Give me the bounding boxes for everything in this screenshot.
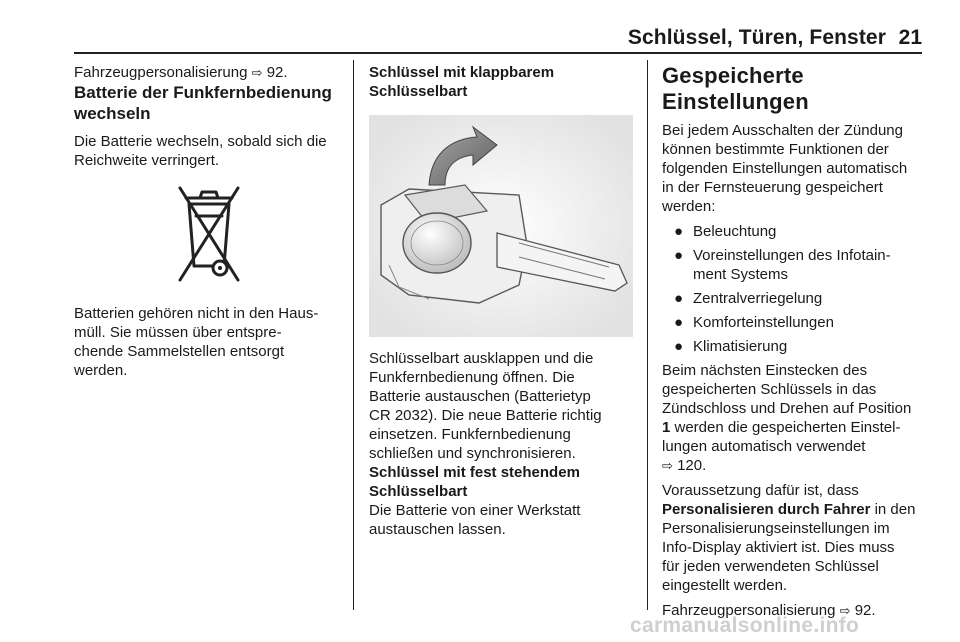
cross-reference-line: Fahrzeugpersonalisierung ⇨ 92. (662, 602, 876, 619)
cross-reference-link[interactable]: 120. (677, 457, 707, 474)
page-title: Schlüssel, Türen, Fenster (627, 26, 886, 49)
column-divider-2 (647, 60, 648, 610)
stored-settings-list (662, 222, 930, 356)
bullet-icon: ● (674, 247, 684, 264)
subheading-folding-key: Schlüssel mit klappbarem Schlüsselbart (369, 64, 555, 100)
restore-paragraph: Beim nächsten Einstecken des gespeicherten Schlüssels in das Zündschloss und Drehen auf Position 1 werden die gespeicherten Einstel- lungen automatisch verwendet ⇨ 120. (662, 362, 912, 474)
list-item: ● Klimatisierung (674, 338, 788, 355)
column-divider-1 (353, 60, 354, 610)
prerequisite-paragraph: Voraussetzung dafür ist, dass Personalisieren durch Fahrer in den Personalisierungseinstellungen im Info-Display aktiviert ist. Dies muss für jeden verwendeten Schlüssel eingestellt werden. (662, 482, 916, 594)
bullet-icon: ● (674, 338, 684, 355)
watermark: carmanualsonline.info (630, 614, 860, 637)
disposal-symbol (74, 184, 346, 294)
cross-reference-link[interactable]: 92. (854, 602, 876, 619)
stored-settings-intro: Bei jedem Ausschalten der Zündung können bestimmte Funktionen der folgenden Einstellungen automatisch in der Fernsteuerung gespeichert werden: (662, 122, 908, 215)
intro-paragraph: Die Batterie wechseln, sobald sich die Reichweite verringert. (74, 133, 327, 169)
list-item: ● Zentralverriegelung (674, 290, 823, 307)
position-number: 1 (662, 419, 671, 436)
crossed-out-wheelie-bin-icon (176, 184, 242, 284)
bullet-icon: ● (674, 314, 684, 331)
column-right (662, 63, 930, 620)
reference-arrow-icon: ⇨ (662, 458, 673, 473)
list-item: ● Beleuchtung (674, 223, 777, 240)
page-number: 21 (898, 26, 922, 49)
main-heading: Gespeicherte Einstellungen (662, 63, 809, 114)
reference-arrow-icon: ⇨ (839, 603, 851, 618)
folding-key-battery-illustration (369, 115, 633, 337)
page-header (0, 0, 960, 54)
subheading-fixed-key: Schlüssel mit fest stehendem Schlüsselbart (369, 464, 580, 500)
cross-reference-link[interactable]: 92. (266, 64, 288, 81)
bullet-icon: ● (674, 223, 684, 240)
disposal-paragraph: Batterien gehören nicht in den Haus- müll. Sie müssen über entspre- chende Sammelstellen entsorgt werden. (74, 305, 319, 379)
list-item: ● Voreinstellungen des Infotain- ment Systems (674, 247, 891, 283)
reference-arrow-icon: ⇨ (251, 65, 263, 80)
folding-key-instructions: Schlüsselbart ausklappen und die Funkfernbedienung öffnen. Die Batterie austauschen (Batterietyp CR 2032). Die neue Batterie richtig einsetzen. Funkfernbedienung schließen und synchronisieren. (369, 350, 602, 462)
fixed-key-instructions: Die Batterie von einer Werkstatt austauschen lassen. (369, 502, 581, 538)
list-item: ● Komforteinstellungen (674, 314, 834, 331)
column-middle (369, 63, 631, 539)
section-heading: Batterie der Funkfernbedienung wechseln (74, 83, 332, 123)
header-rule (74, 52, 922, 54)
cross-reference-line: Fahrzeugpersonalisierung ⇨ 92. (74, 64, 288, 81)
bullet-icon: ● (674, 290, 684, 307)
column-left (74, 63, 346, 380)
menu-option-name: Personalisieren durch Fahrer (662, 501, 871, 518)
folding-key-illustration (369, 115, 633, 337)
